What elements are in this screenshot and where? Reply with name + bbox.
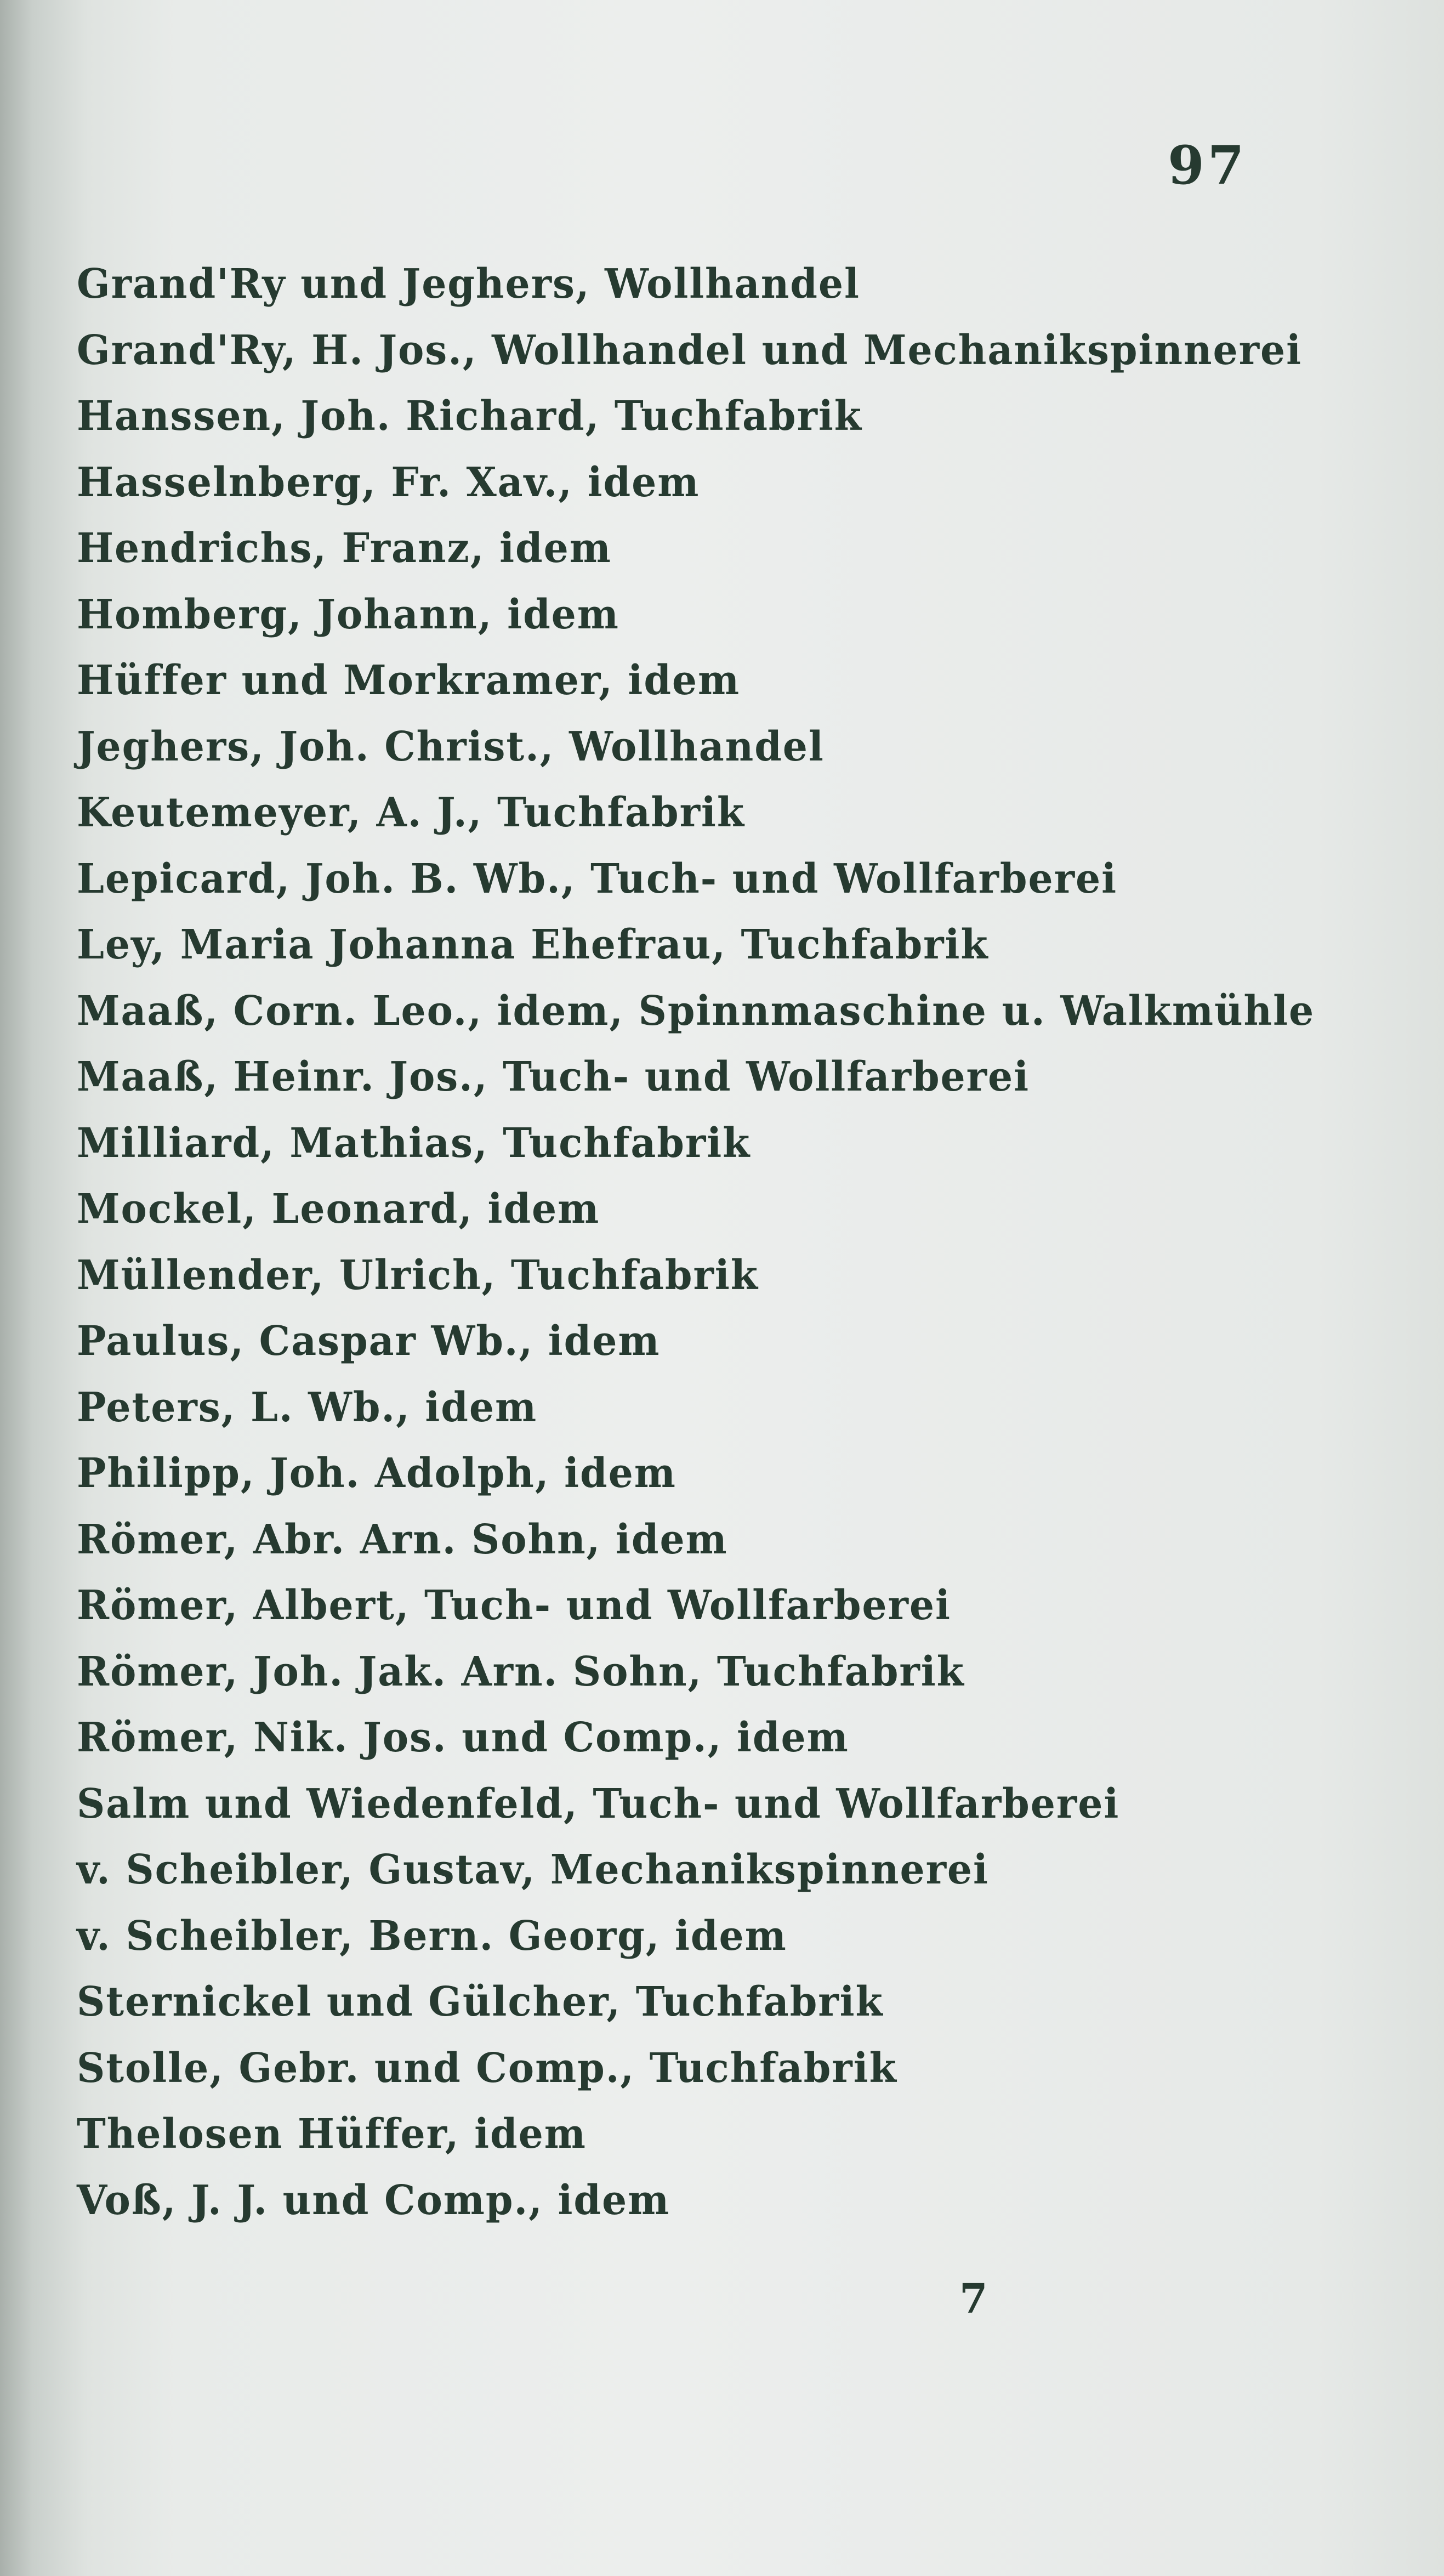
list-item: Lepicard, Joh. B. Wb., Tuch- und Wollfarberei bbox=[77, 855, 1117, 903]
list-item: v. Scheibler, Gustav, Mechanikspinnerei bbox=[77, 1846, 989, 1893]
list-item: Paulus, Caspar Wb., idem bbox=[77, 1318, 661, 1365]
list-item: Homberg, Johann, idem bbox=[77, 591, 619, 638]
list-item: Römer, Joh. Jak. Arn. Sohn, Tuchfabrik bbox=[77, 1648, 965, 1695]
list-item: Grand'Ry und Jeghers, Wollhandel bbox=[77, 260, 860, 308]
list-item: Mockel, Leonard, idem bbox=[77, 1185, 600, 1233]
list-item: Philipp, Joh. Adolph, idem bbox=[77, 1450, 676, 1497]
list-item: v. Scheibler, Bern. Georg, idem bbox=[77, 1912, 787, 1960]
list-item: Hüffer und Morkramer, idem bbox=[77, 657, 741, 704]
list-item: Römer, Nik. Jos. und Comp., idem bbox=[77, 1714, 849, 1761]
list-item: Müllender, Ulrich, Tuchfabrik bbox=[77, 1251, 759, 1299]
list-item: Voß, J. J. und Comp., idem bbox=[77, 2176, 670, 2224]
list-item: Römer, Abr. Arn. Sohn, idem bbox=[77, 1516, 728, 1563]
list-item: Stolle, Gebr. und Comp., Tuchfabrik bbox=[77, 2044, 897, 2092]
list-item: Sternickel und Gülcher, Tuchfabrik bbox=[77, 1978, 884, 2025]
list-item: Salm und Wiedenfeld, Tuch- und Wollfarberei bbox=[77, 1780, 1120, 1828]
list-item: Hasselnberg, Fr. Xav., idem bbox=[77, 458, 700, 506]
list-item: Römer, Albert, Tuch- und Wollfarberei bbox=[77, 1582, 951, 1629]
signature-mark: 7 bbox=[959, 2276, 988, 2323]
list-item: Thelosen Hüffer, idem bbox=[77, 2110, 587, 2158]
list-item: Keutemeyer, A. J., Tuchfabrik bbox=[77, 789, 745, 836]
list-item: Hanssen, Joh. Richard, Tuchfabrik bbox=[77, 393, 862, 440]
list-item: Hendrichs, Franz, idem bbox=[77, 525, 612, 572]
list-item: Milliard, Mathias, Tuchfabrik bbox=[77, 1119, 751, 1167]
list-item: Grand'Ry, H. Jos., Wollhandel und Mechanikspinnerei bbox=[77, 326, 1302, 374]
list-item: Peters, L. Wb., idem bbox=[77, 1383, 538, 1431]
list-item: Ley, Maria Johanna Ehefrau, Tuchfabrik bbox=[77, 921, 989, 968]
directory-list bbox=[77, 251, 1366, 2233]
list-item: Maaß, Corn. Leo., idem, Spinnmaschine u. Walkmühle bbox=[77, 987, 1315, 1035]
list-item: Jeghers, Joh. Christ., Wollhandel bbox=[77, 723, 825, 770]
page-number: 97 bbox=[1168, 134, 1248, 196]
list-item: Maaß, Heinr. Jos., Tuch- und Wollfarberei bbox=[77, 1053, 1030, 1100]
